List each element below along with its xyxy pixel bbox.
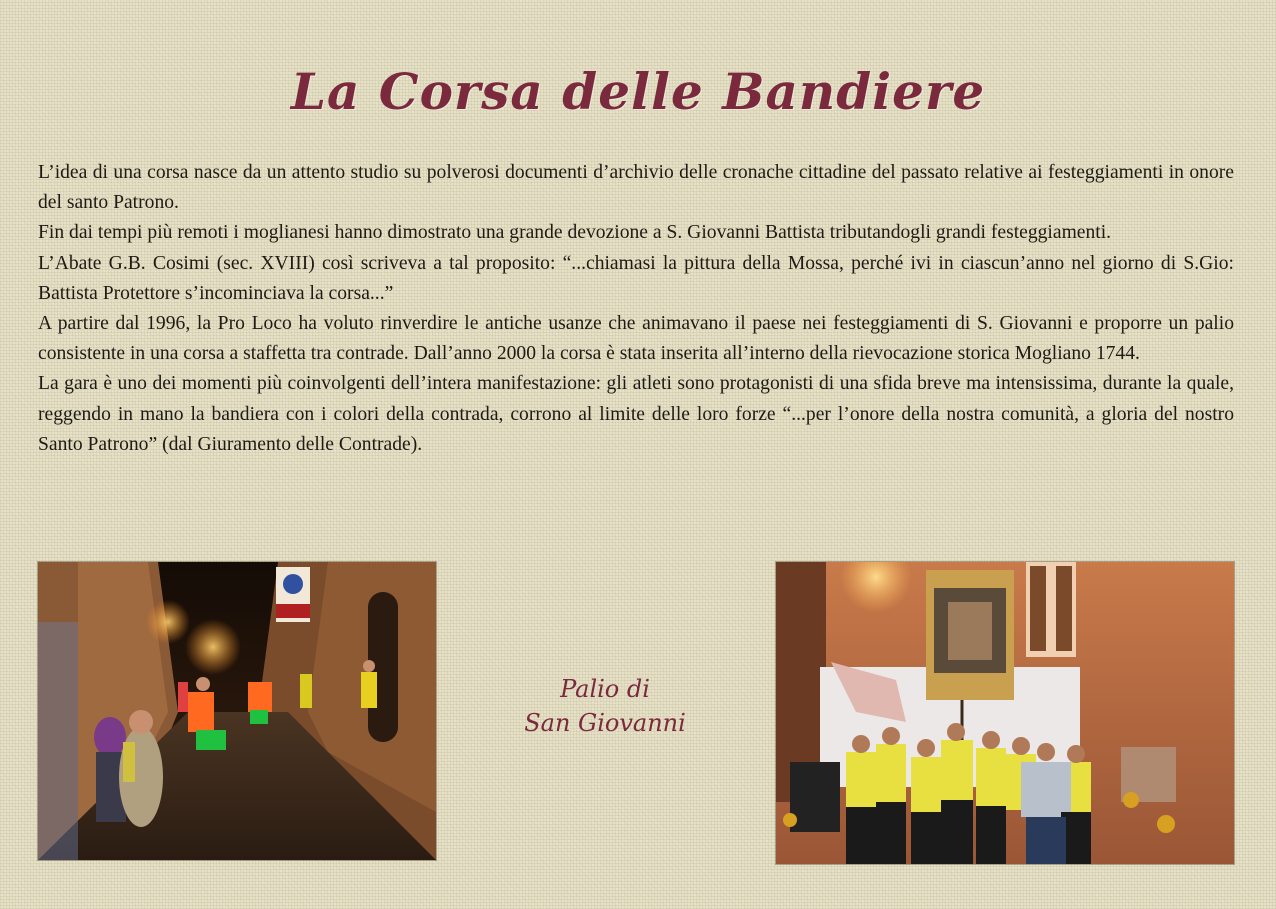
paragraph-3: L’Abate G.B. Cosimi (sec. XVIII) così scriveva a tal proposito: “...chiamasi la pittura della Mossa, perché ivi in ciascun’anno nel giorno di S.Gio: Battista Protettore s’incominciava la corsa...” [38, 252, 1234, 304]
article-body [38, 158, 1234, 460]
page-title: La Corsa delle Bandiere [290, 62, 986, 121]
paragraph-4: A partire dal 1996, la Pro Loco ha voluto rinverdire le antiche usanze che animavano il paese nei festeggiamenti di S. Giovanni e proporre un palio consistente in una corsa a staffetta tra contrade. Dall’anno 2000 la corsa è stata inserita all’interno della rievocazione storica Mogliano 1744. [38, 313, 1234, 365]
photo-caption [490, 672, 720, 740]
paragraph-1: L’idea di una corsa nasce da un attento studio su polverosi documenti d’archivio delle cronache cittadine del passato relative ai festeggiamenti in onore del santo Patrono. [38, 162, 1234, 214]
paragraph-2: Fin dai tempi più remoti i moglianesi hanno dimostrato una grande devozione a S. Giovanni Battista tributandogli grandi festeggiamenti. [38, 222, 1112, 244]
caption-line-1: Palio di [560, 675, 650, 703]
photo-night-street-race [38, 562, 436, 860]
photo-team-celebration [776, 562, 1234, 864]
caption-line-2: San Giovanni [524, 709, 686, 737]
paragraph-5: La gara è uno dei momenti più coinvolgenti dell’intera manifestazione: gli atleti sono protagonisti di una sfida breve ma intensissima, durante la quale, reggendo in mano la bandiera con i colori della contrada, corrono al limite delle loro forze “...per l’onore della nostra comunità, a gloria del nostro Santo Patrono” (dal Giuramento delle Contrade). [38, 373, 1234, 455]
